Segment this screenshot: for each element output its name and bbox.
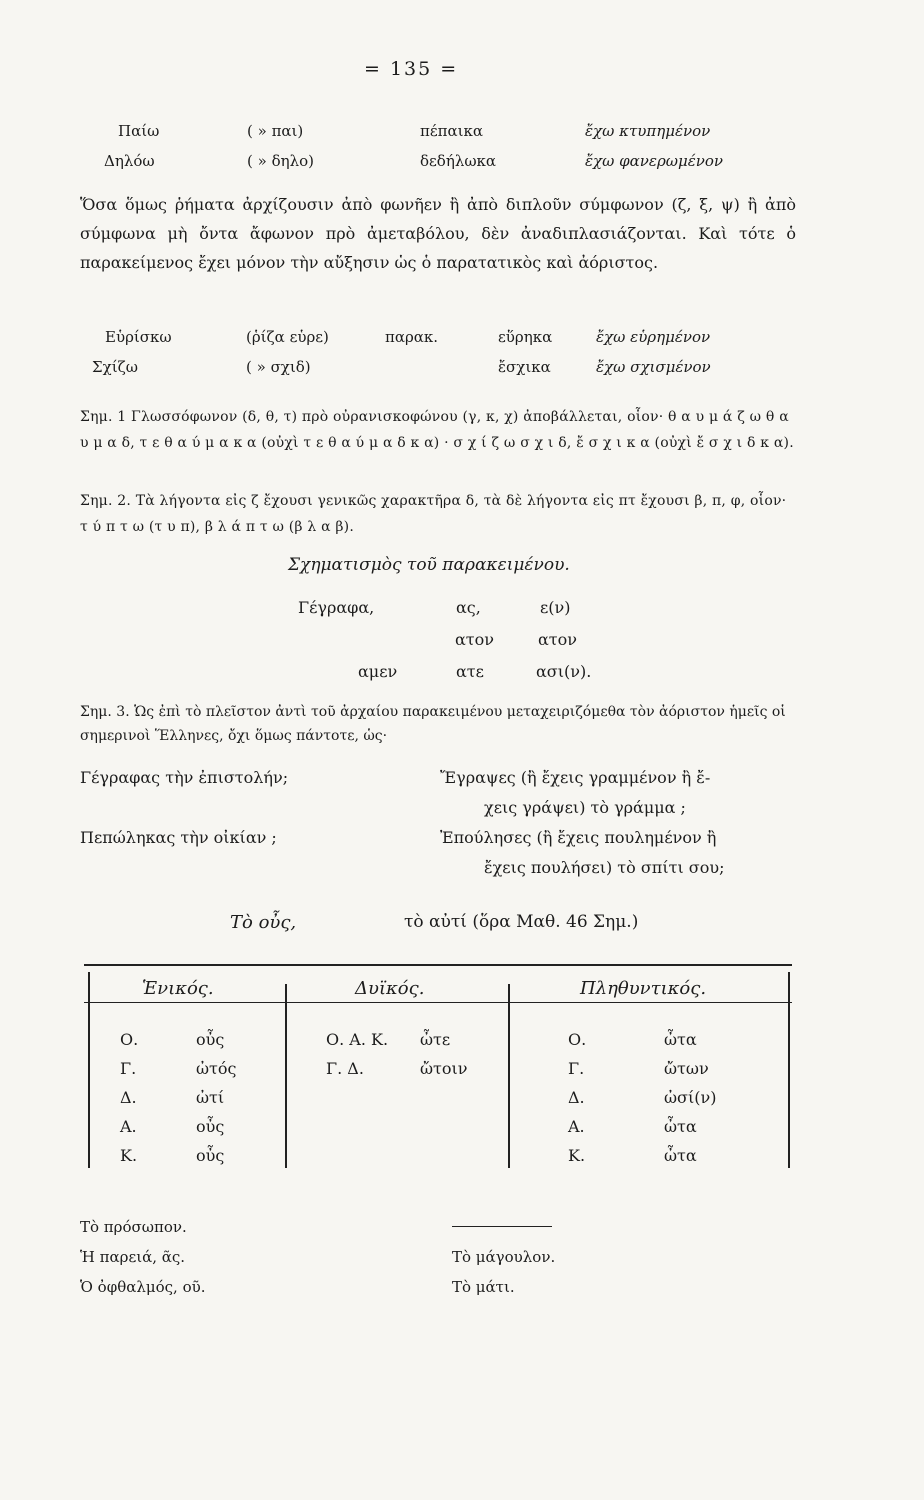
conjugation-acc-2: ατον bbox=[538, 630, 578, 649]
note-2: Σημ. 2. Τὰ λήγοντα εἰς ζ ἔχουσι γενικῶς χαρακτῆρα δ, τὰ δὲ λήγοντα εἰς πτ ἔχουσι β, π, φ, οἷον· τ ύ π τ ω (τ υ π), β λ ά π τ ω (β λ α β). bbox=[80, 493, 787, 535]
singular-case-3: Δ. bbox=[120, 1088, 137, 1107]
vocab-ancient-2: Ἡ παρειά, ᾶς. bbox=[80, 1248, 186, 1266]
verb-row-1-lemma: Παίω bbox=[118, 122, 160, 140]
conjugation-pl-1: αμεν bbox=[358, 662, 398, 681]
conjugation-sg-2: ας, bbox=[456, 598, 481, 617]
vocab-modern-2: Τὸ μάτι. bbox=[452, 1278, 515, 1296]
plural-case-5: Κ. bbox=[568, 1146, 586, 1165]
dual-form-2: ὤτοιν bbox=[420, 1059, 468, 1078]
conjugation-pl-3: ασι(ν). bbox=[536, 662, 592, 681]
paragraph-double-consonant: Ὅσα ὅμως ῥήματα ἀρχίζουσιν ἀπὸ φωνῆεν ἢ ἀπὸ διπλοῦν σύμφωνον (ζ, ξ, ψ) ἢ ἀπὸ σύμφωνα μὴ ὄντα ἄφωνον πρὸ ἀμεταβόλου, δὲν ἀναδιπλασιάζονται. Καὶ τότε ὁ παρακείμενος ἔχει μόνον τὴν αὔξησιν ὡς ὁ παρατατικὸς καὶ ἀόριστος. bbox=[80, 195, 796, 272]
plural-form-5: ὦτα bbox=[664, 1146, 697, 1165]
singular-case-2: Γ. bbox=[120, 1059, 137, 1078]
example-1-answer-line-1: Ἔγραψες (ἢ ἔχεις γραμμένον ἢ ἔ- bbox=[440, 768, 711, 787]
singular-case-5: Κ. bbox=[120, 1146, 138, 1165]
plural-form-1: ὦτα bbox=[664, 1030, 697, 1049]
conjugation-pl-2: ατε bbox=[456, 662, 484, 681]
verb-row-2-perfect: δεδήλωκα bbox=[420, 152, 497, 170]
vocab-ancient-1: Τὸ πρόσωπον. bbox=[80, 1218, 187, 1236]
plural-form-2: ὤτων bbox=[664, 1059, 709, 1078]
verb-row-3-perfect: εὕρηκα bbox=[498, 328, 553, 346]
verb-row-1-root: ( » παι) bbox=[247, 122, 304, 140]
verb-row-3-periphrastic: ἔχω εὑρημένον bbox=[596, 328, 711, 346]
conjugation-stem: Γέγραφα, bbox=[298, 598, 375, 617]
verb-row-4-lemma: Σχίζω bbox=[92, 358, 138, 376]
verb-row-4-perfect: ἔσχικα bbox=[498, 358, 551, 376]
example-2-answer-line-1: Ἐπούλησες (ἢ ἔχεις πουλημένον ἢ bbox=[440, 828, 717, 847]
verb-row-3-tense: παρακ. bbox=[385, 328, 439, 346]
page-number: = 135 = bbox=[364, 58, 459, 80]
table-right-border bbox=[788, 972, 790, 1168]
verb-row-2-lemma: Δηλόω bbox=[104, 152, 155, 170]
vocab-modern-1: Τὸ μάγουλον. bbox=[452, 1248, 556, 1266]
singular-form-2: ὠτός bbox=[196, 1059, 237, 1078]
plural-case-3: Δ. bbox=[568, 1088, 585, 1107]
note-1: Σημ. 1 Γλωσσόφωνον (δ, θ, τ) πρὸ οὐρανισκοφώνου (γ, κ, χ) ἀποβάλλεται, οἷον· θ α υ μ ά ζ ω θ α υ μ α δ, τ ε θ α ύ μ α κ α (οὐχὶ τ ε θ α ύ μ α δ κ α) · σ χ ί ζ ω σ χ ι δ, ἔ σ χ ι κ α (οὐχὶ ἔ σ χ ι δ κ α). bbox=[80, 409, 794, 451]
singular-form-5: οὖς bbox=[196, 1146, 225, 1165]
table-header-plural: Πληθυντικός. bbox=[580, 978, 707, 999]
table-left-border bbox=[88, 972, 90, 1168]
verb-row-4-periphrastic: ἔχω σχισμένον bbox=[596, 358, 711, 376]
example-2-question: Πεπώληκας τὴν οἰκίαν ; bbox=[80, 828, 277, 847]
noun-heading-ancient: Τὸ οὖς, bbox=[230, 912, 297, 933]
noun-heading-modern: τὸ αὐτί (ὅρα Μαθ. 46 Σημ.) bbox=[404, 912, 639, 932]
conjugation-acc-1: ατον bbox=[455, 630, 495, 649]
singular-form-3: ὠτί bbox=[196, 1088, 225, 1107]
verb-row-3-root: (ῥίζα εὑρε) bbox=[246, 328, 329, 346]
verb-row-3-lemma: Εὑρίσκω bbox=[105, 328, 172, 346]
verb-row-2-periphrastic: ἔχω φανερωμένον bbox=[585, 152, 724, 170]
table-divider-2 bbox=[508, 984, 510, 1168]
dual-form-1: ὦτε bbox=[420, 1030, 451, 1049]
plural-case-1: Ο. bbox=[568, 1030, 587, 1049]
dual-case-2: Γ. Δ. bbox=[326, 1059, 364, 1078]
plural-case-2: Γ. bbox=[568, 1059, 585, 1078]
plural-form-4: ὦτα bbox=[664, 1117, 697, 1136]
singular-form-1: οὖς bbox=[196, 1030, 225, 1049]
example-1-question: Γέγραφας τὴν ἐπιστολήν; bbox=[80, 768, 289, 787]
table-header-singular: Ἑνικός. bbox=[142, 978, 214, 999]
note-3: Σημ. 3. Ὡς ἐπὶ τὸ πλεῖστον ἀντὶ τοῦ ἀρχαίου παρακειμένου μεταχειριζόμεθα τὸν ἀόριστον ἡμεῖς οἱ σημερινοὶ Ἕλληνες, ὄχι ὅμως πάντοτε, ὡς· bbox=[80, 704, 786, 744]
plural-form-3: ὠσί(ν) bbox=[664, 1088, 717, 1107]
verb-row-1-periphrastic: ἔχω κτυπημένον bbox=[585, 122, 711, 140]
conjugation-heading: Σχηματισμὸς τοῦ παρακειμένου. bbox=[288, 555, 570, 575]
singular-case-4: Α. bbox=[120, 1117, 137, 1136]
example-1-answer-line-2: χεις γράψει) τὸ γράμμα ; bbox=[484, 798, 686, 817]
vocab-ancient-3: Ὁ ὀφθαλμός, οῦ. bbox=[80, 1278, 206, 1296]
plural-case-4: Α. bbox=[568, 1117, 585, 1136]
example-2-answer-line-2: ἔχεις πουλήσει) τὸ σπίτι σου; bbox=[484, 858, 725, 877]
singular-case-1: Ο. bbox=[120, 1030, 139, 1049]
dual-case-1: Ο. Α. Κ. bbox=[326, 1030, 389, 1049]
singular-form-4: οὖς bbox=[196, 1117, 225, 1136]
verb-row-4-root: ( » σχιδ) bbox=[246, 358, 311, 376]
conjugation-sg-3: ε(ν) bbox=[540, 598, 571, 617]
table-header-rule bbox=[84, 1002, 792, 1003]
table-header-dual: Δυϊκός. bbox=[355, 978, 425, 999]
table-top-rule bbox=[84, 964, 792, 966]
verb-row-1-perfect: πέπαικα bbox=[420, 122, 484, 140]
vocab-separator bbox=[452, 1226, 552, 1227]
table-divider-1 bbox=[285, 984, 287, 1168]
verb-row-2-root: ( » δηλο) bbox=[247, 152, 314, 170]
